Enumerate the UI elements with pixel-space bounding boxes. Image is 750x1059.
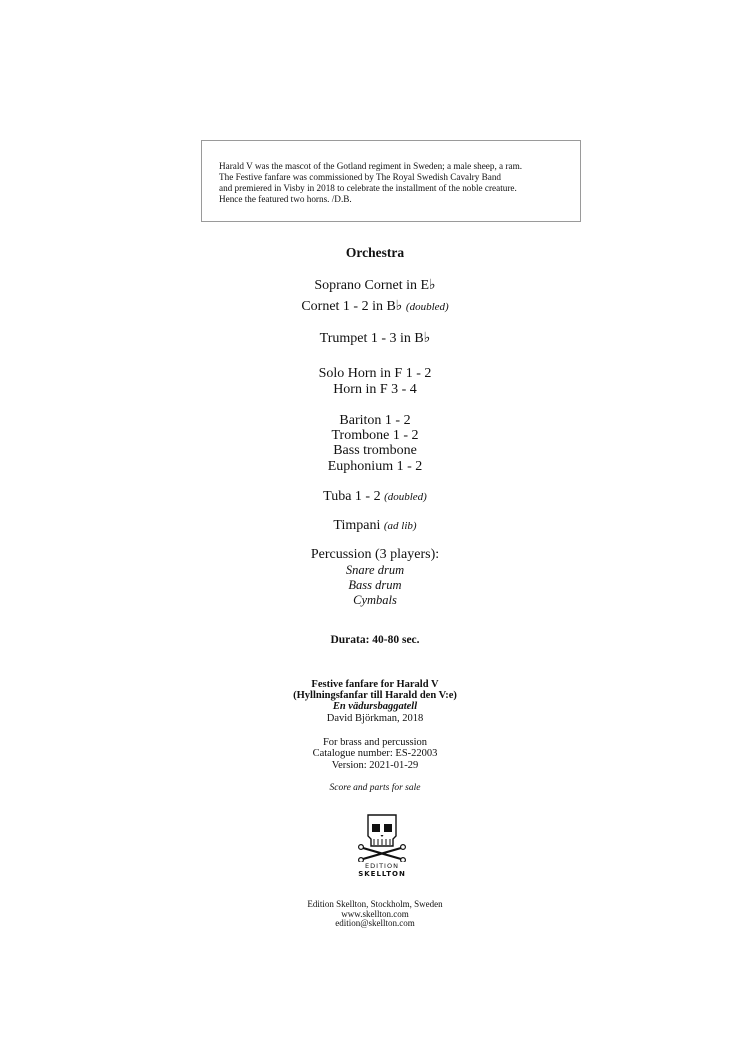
note-line: Hence the featured two horns. /D.B. xyxy=(219,194,352,204)
scoring: For brass and percussion xyxy=(322,737,428,748)
instrument-note: (ad lib) xyxy=(383,520,417,532)
publisher-website-link[interactable]: www.skellton.com xyxy=(341,908,409,919)
instrument-label: Cornet 1 - 2 in B♭ xyxy=(301,299,403,314)
durata: Durata: 40-80 sec. xyxy=(330,634,420,646)
catalogue-number: Catalogue number: ES-22003 xyxy=(312,748,438,759)
orchestra-heading: Orchestra xyxy=(345,245,405,260)
publisher-email-link[interactable]: edition@skellton.com xyxy=(335,918,415,929)
logo-text-skellton: SKELLTON xyxy=(358,870,406,878)
instrument-cornet xyxy=(0,299,750,316)
instrument-label: Bass trombone xyxy=(333,443,417,458)
instrument-label: Trumpet 1 - 3 in B♭ xyxy=(319,331,431,346)
note-line: and premiered in Visby in 2018 to celebrate the installment of the noble creature. xyxy=(219,183,517,193)
instrument-label: Timpani xyxy=(333,518,381,533)
instrument-label: Euphonium 1 - 2 xyxy=(327,459,423,474)
instrument-tuba xyxy=(0,489,750,506)
instrument-bariton xyxy=(0,413,750,429)
instrument-trumpet xyxy=(0,331,750,347)
instrument-label: Trombone 1 - 2 xyxy=(331,428,419,443)
instrument-percussion xyxy=(0,547,750,563)
note-line: The Festive fanfare was commissioned by The Royal Swedish Cavalry Band xyxy=(219,172,502,182)
instrument-trombone xyxy=(0,428,750,444)
instrument-horn xyxy=(0,382,750,398)
composer: David Björkman, 2018 xyxy=(326,713,424,724)
version: Version: 2021-01-29 xyxy=(331,760,419,771)
instrument-label: Percussion (3 players): xyxy=(310,547,440,562)
edition-skellton-logo xyxy=(355,812,409,882)
instrument-bass-trombone xyxy=(0,443,750,459)
instrument-note: (doubled) xyxy=(405,301,449,313)
program-note-box xyxy=(201,140,581,222)
work-title: Festive fanfare for Harald V xyxy=(311,679,439,690)
instrument-label: Solo Horn in F 1 - 2 xyxy=(318,366,432,381)
publisher-address: Edition Skellton, Stockholm, Sweden xyxy=(307,899,443,909)
instrument-euphonium xyxy=(0,459,750,475)
logo-text-edition: EDITION xyxy=(365,862,399,870)
work-tagline: En vädursbaggatell xyxy=(332,701,418,712)
instrument-label: Tuba 1 - 2 xyxy=(323,489,381,504)
instrument-label: Bariton 1 - 2 xyxy=(339,413,411,428)
instrument-label: Soprano Cornet in E♭ xyxy=(314,278,436,293)
instrument-solo-horn xyxy=(0,366,750,382)
instrument-soprano-cornet xyxy=(0,278,750,294)
percussion-item: Bass drum xyxy=(348,578,402,592)
sale-note: Score and parts for sale xyxy=(329,783,421,793)
work-subtitle: (Hyllningsfanfar till Harald den V:e) xyxy=(293,690,457,701)
instrument-timpani xyxy=(0,518,750,535)
note-line: Harald V was the mascot of the Gotland regiment in Sweden; a male sheep, a ram. xyxy=(219,161,523,171)
instrument-note: (doubled) xyxy=(384,491,427,503)
percussion-item: Cymbals xyxy=(353,593,397,607)
skull-crossbones-icon xyxy=(355,812,409,862)
percussion-item: Snare drum xyxy=(345,563,405,577)
publisher-contact xyxy=(0,900,750,929)
instrument-label: Horn in F 3 - 4 xyxy=(333,382,417,397)
